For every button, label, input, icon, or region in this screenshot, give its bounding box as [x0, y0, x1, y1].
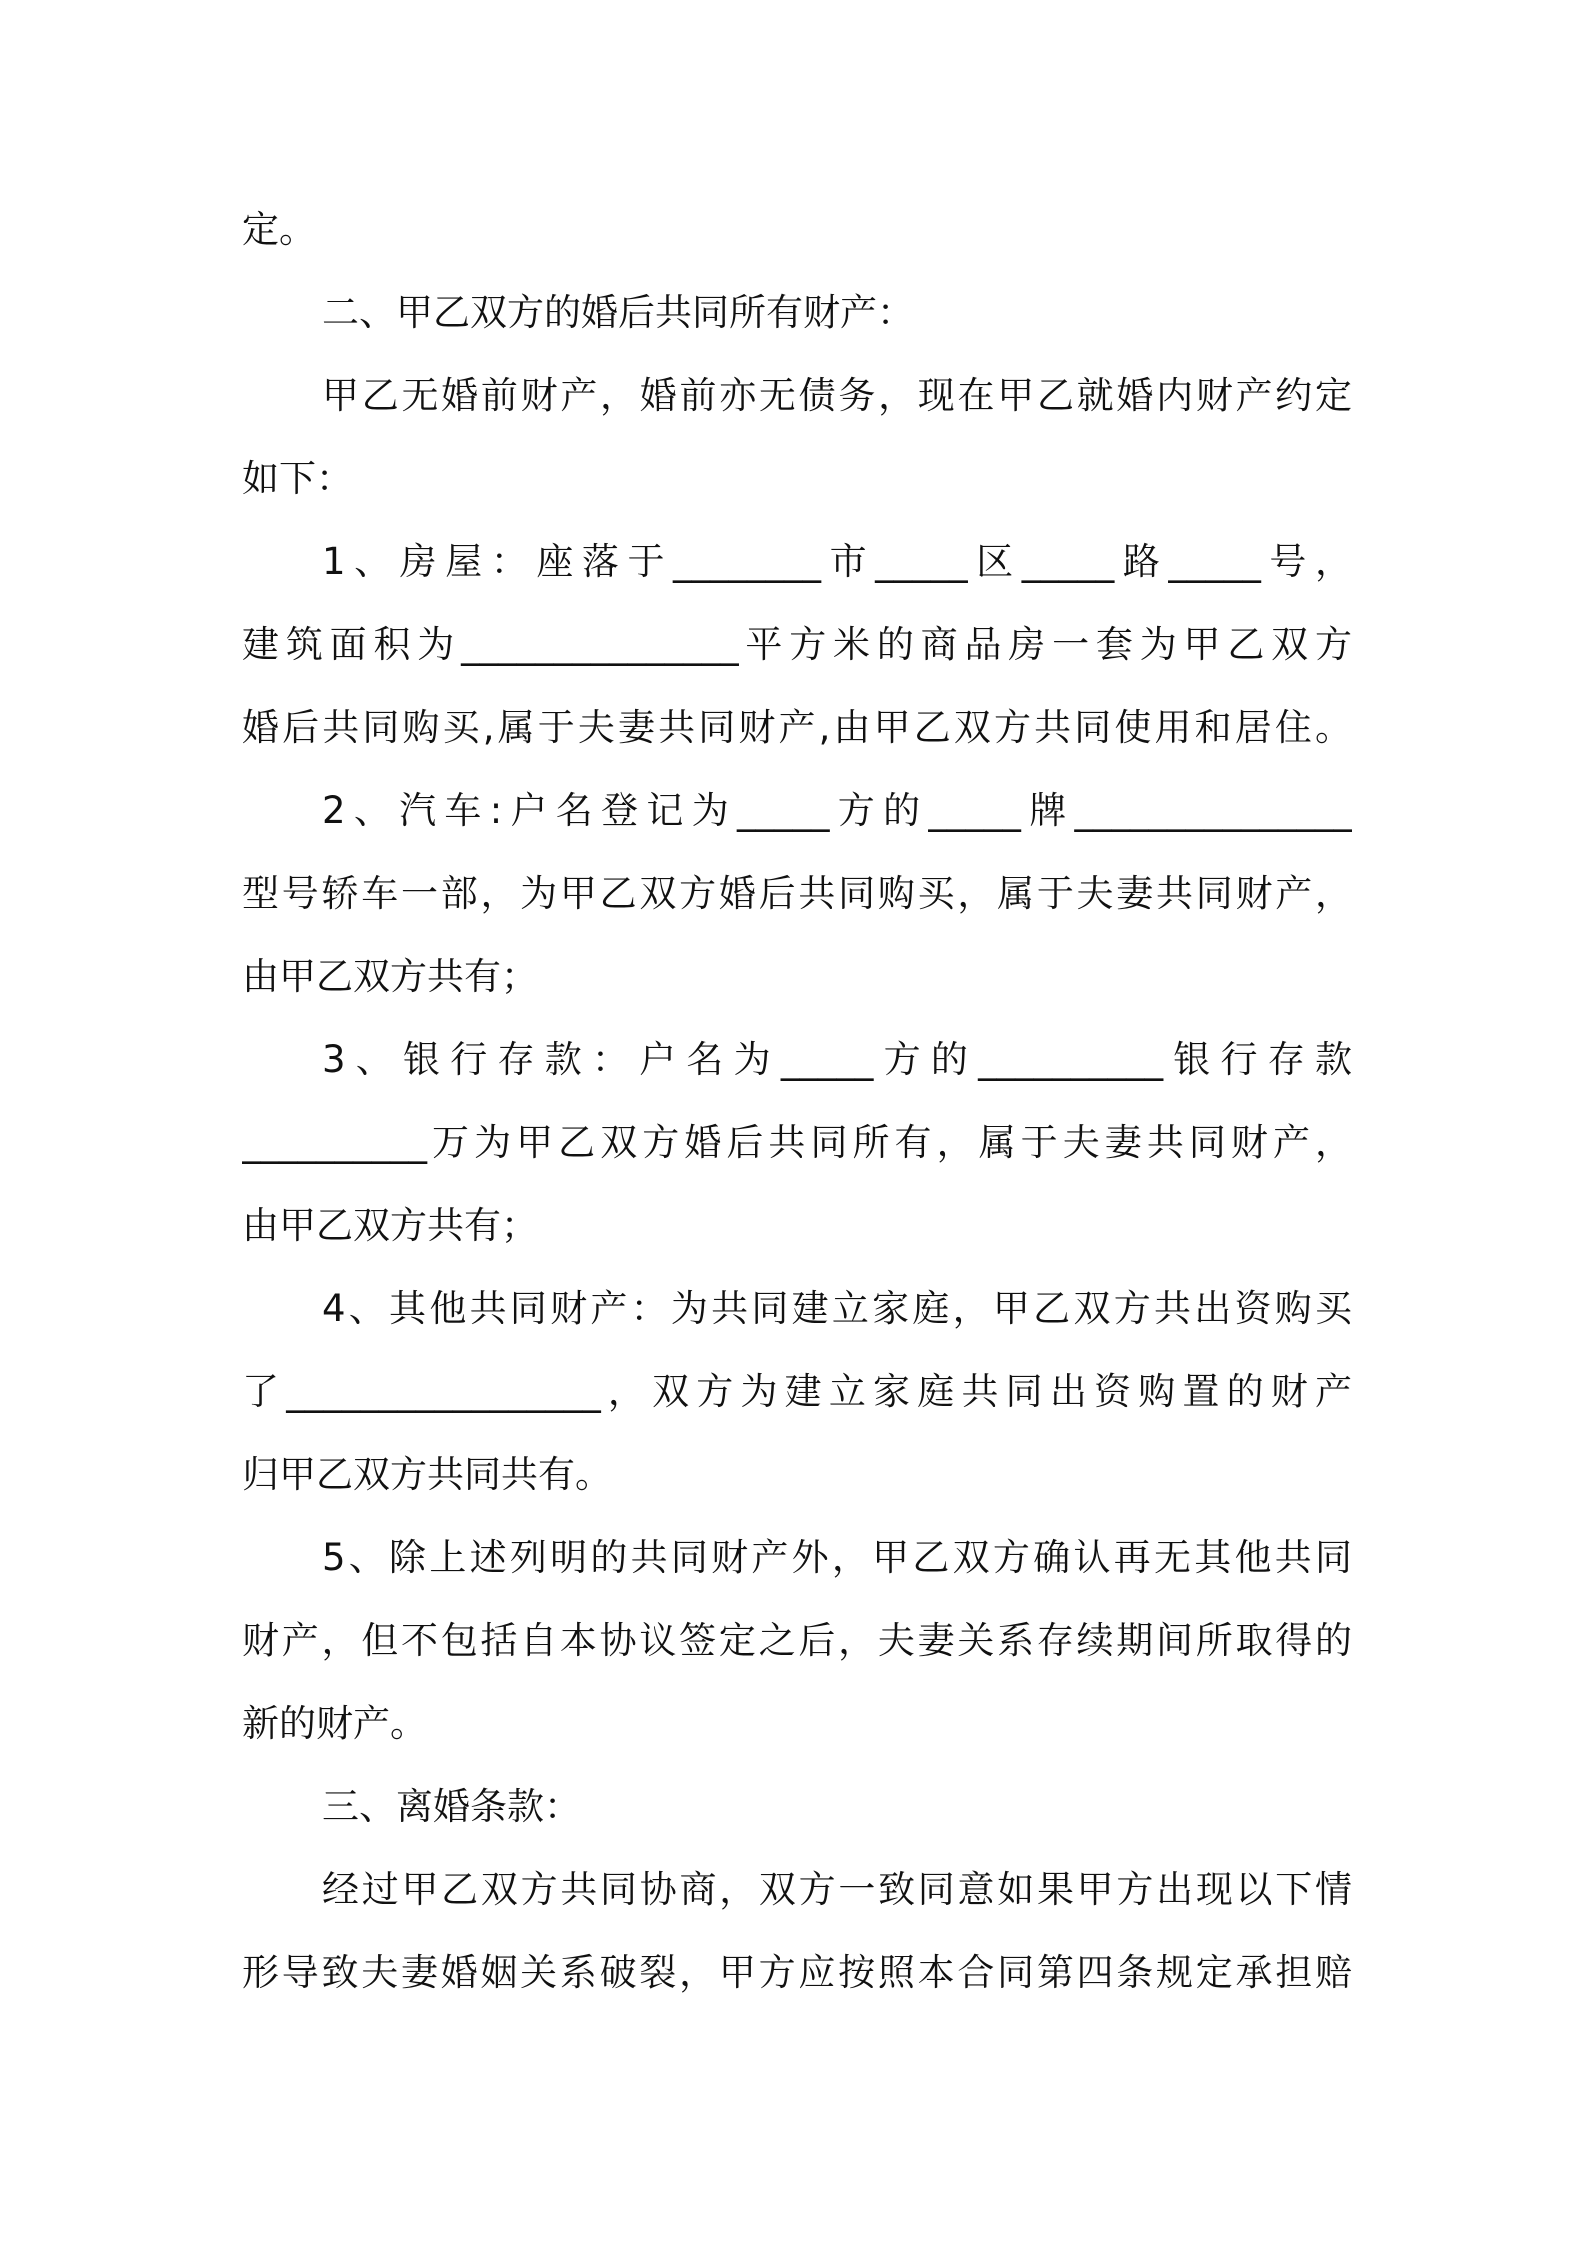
text-line: 甲乙无婚前财产，婚前亦无债务，现在甲乙就婚内财产约定: [322, 374, 1352, 417]
text-line: 1、房屋：座落于________市_____区_____路_____号，: [322, 540, 1352, 583]
text-line: __________万为甲乙双方婚后共同所有，属于夫妻共同财产，: [242, 1121, 1352, 1164]
text-line: 型号轿车一部，为甲乙双方婚后共同购买，属于夫妻共同财产，: [242, 872, 1352, 915]
text-line: 经过甲乙双方共同协商，双方一致同意如果甲方出现以下情: [322, 1868, 1352, 1911]
text-line: 如下：: [242, 457, 353, 500]
text-line: 3、银行存款：户名为_____方的__________银行存款: [322, 1038, 1352, 1081]
text-line: 形导致夫妻婚姻关系破裂，甲方应按照本合同第四条规定承担赔: [242, 1951, 1352, 1994]
text-line: 建筑面积为_______________平方米的商品房一套为甲乙双方: [242, 623, 1352, 666]
text-line: 2、汽车:户名登记为_____方的_____牌_______________: [322, 789, 1352, 832]
text-line: 婚后共同购买,属于夫妻共同财产,由甲乙双方共同使用和居住。: [242, 706, 1352, 749]
text-line: 财产，但不包括自本协议签定之后，夫妻关系存续期间所取得的: [242, 1619, 1352, 1662]
text-line: 由甲乙双方共有；: [242, 1204, 538, 1247]
text-line: 4、其他共同财产：为共同建立家庭，甲乙双方共出资购买: [322, 1287, 1352, 1330]
text-line: 由甲乙双方共有；: [242, 955, 538, 998]
text-line: 新的财产。: [242, 1702, 427, 1745]
section-heading: 三、离婚条款：: [322, 1785, 581, 1828]
text-line: 归甲乙双方共同共有。: [242, 1453, 612, 1496]
document-body: [242, 188, 1352, 2014]
text-line: 5、除上述列明的共同财产外，甲乙双方确认再无其他共同: [322, 1536, 1352, 1579]
text-line: 了_________________，双方为建立家庭共同出资购置的财产: [242, 1370, 1352, 1413]
section-heading: 二、甲乙双方的婚后共同所有财产：: [322, 291, 914, 334]
text-line: 定。: [242, 208, 316, 251]
